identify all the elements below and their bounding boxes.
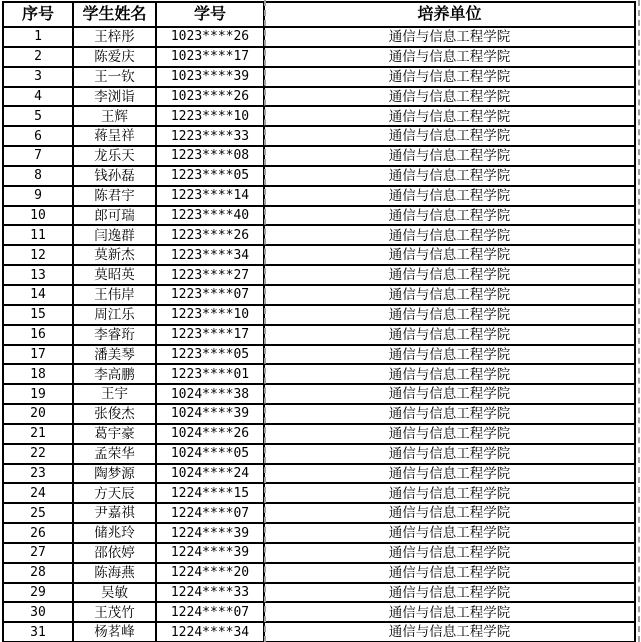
cell-training-unit: 通信与信息工程学院 (265, 187, 634, 207)
cell-training-unit: 通信与信息工程学院 (265, 385, 634, 405)
cell-index: 4 (4, 88, 74, 108)
cell-index: 25 (4, 504, 74, 524)
cell-student-id: 1224****15 (157, 484, 265, 504)
cell-index: 29 (4, 584, 74, 604)
cell-student-name: 闫逸群 (74, 226, 157, 246)
cell-training-unit: 通信与信息工程学院 (265, 346, 634, 366)
cell-index: 20 (4, 405, 74, 425)
cell-index: 5 (4, 107, 74, 127)
cell-index: 16 (4, 326, 74, 346)
cell-training-unit: 通信与信息工程学院 (265, 266, 634, 286)
cell-training-unit: 通信与信息工程学院 (265, 405, 634, 425)
cell-student-id: 1223****14 (157, 187, 265, 207)
cell-student-id: 1224****07 (157, 603, 265, 623)
cell-student-name: 李睿珩 (74, 326, 157, 346)
cell-student-id: 1223****05 (157, 346, 265, 366)
cell-student-id: 1223****08 (157, 147, 265, 167)
cell-index: 23 (4, 465, 74, 485)
cell-training-unit: 通信与信息工程学院 (265, 326, 634, 346)
col-header-index: 序号 (4, 3, 74, 28)
cell-student-id: 1223****10 (157, 306, 265, 326)
cell-training-unit: 通信与信息工程学院 (265, 246, 634, 266)
cell-student-name: 李浏诣 (74, 88, 157, 108)
cell-training-unit: 通信与信息工程学院 (265, 484, 634, 504)
cell-student-name: 陈爱庆 (74, 48, 157, 68)
cell-student-name: 储兆玲 (74, 524, 157, 544)
cell-student-id: 1223****40 (157, 207, 265, 227)
cell-training-unit: 通信与信息工程学院 (265, 445, 634, 465)
cell-student-id: 1223****17 (157, 326, 265, 346)
cell-student-name: 莫昭英 (74, 266, 157, 286)
cell-student-name: 张俊杰 (74, 405, 157, 425)
cell-training-unit: 通信与信息工程学院 (265, 28, 634, 48)
cell-index: 6 (4, 127, 74, 147)
cell-student-id: 1223****33 (157, 127, 265, 147)
cell-training-unit: 通信与信息工程学院 (265, 524, 634, 544)
cell-student-id: 1223****26 (157, 226, 265, 246)
cell-student-name: 方天辰 (74, 484, 157, 504)
cell-student-name: 王辉 (74, 107, 157, 127)
cell-student-id: 1023****17 (157, 48, 265, 68)
cell-training-unit: 通信与信息工程学院 (265, 544, 634, 564)
cell-student-name: 钱孙磊 (74, 167, 157, 187)
cell-student-name: 邵依婷 (74, 544, 157, 564)
cell-student-name: 陶梦源 (74, 465, 157, 485)
cell-index: 7 (4, 147, 74, 167)
cell-training-unit: 通信与信息工程学院 (265, 147, 634, 167)
cell-student-id: 1223****01 (157, 365, 265, 385)
cell-student-name: 葛宇豪 (74, 425, 157, 445)
cell-index: 9 (4, 187, 74, 207)
cell-training-unit: 通信与信息工程学院 (265, 226, 634, 246)
cell-student-id: 1024****38 (157, 385, 265, 405)
student-table (2, 1, 636, 642)
cell-index: 21 (4, 425, 74, 445)
cell-student-id: 1224****34 (157, 623, 265, 642)
cell-index: 2 (4, 48, 74, 68)
cell-index: 3 (4, 68, 74, 88)
cell-training-unit: 通信与信息工程学院 (265, 207, 634, 227)
cell-student-id: 1223****07 (157, 286, 265, 306)
cell-student-name: 蒋呈祥 (74, 127, 157, 147)
cell-student-id: 1224****39 (157, 524, 265, 544)
col-header-training-unit: 培养单位 (265, 3, 634, 28)
cell-training-unit: 通信与信息工程学院 (265, 167, 634, 187)
cell-student-name: 郎可瑞 (74, 207, 157, 227)
cell-index: 8 (4, 167, 74, 187)
cell-student-name: 王宇 (74, 385, 157, 405)
cell-index: 13 (4, 266, 74, 286)
cell-student-id: 1024****39 (157, 405, 265, 425)
cell-training-unit: 通信与信息工程学院 (265, 286, 634, 306)
cell-student-name: 陈君宇 (74, 187, 157, 207)
cell-training-unit: 通信与信息工程学院 (265, 88, 634, 108)
cell-student-id: 1223****27 (157, 266, 265, 286)
cell-student-id: 1023****39 (157, 68, 265, 88)
cell-student-id: 1223****05 (157, 167, 265, 187)
cell-index: 30 (4, 603, 74, 623)
cell-training-unit: 通信与信息工程学院 (265, 603, 634, 623)
cell-student-id: 1023****26 (157, 28, 265, 48)
cell-training-unit: 通信与信息工程学院 (265, 504, 634, 524)
cell-index: 1 (4, 28, 74, 48)
cell-student-name: 陈海燕 (74, 564, 157, 584)
cell-student-id: 1224****33 (157, 584, 265, 604)
cell-index: 22 (4, 445, 74, 465)
cell-student-name: 王梓彤 (74, 28, 157, 48)
cell-training-unit: 通信与信息工程学院 (265, 127, 634, 147)
cell-student-name: 王茂竹 (74, 603, 157, 623)
page-break-dashed-line-right (638, 0, 640, 642)
cell-index: 14 (4, 286, 74, 306)
col-header-student-name: 学生姓名 (74, 3, 157, 28)
cell-student-name: 王一钦 (74, 68, 157, 88)
cell-index: 24 (4, 484, 74, 504)
cell-student-id: 1023****26 (157, 88, 265, 108)
cell-student-id: 1224****07 (157, 504, 265, 524)
cell-index: 12 (4, 246, 74, 266)
cell-student-id: 1024****05 (157, 445, 265, 465)
cell-student-name: 周江乐 (74, 306, 157, 326)
cell-student-name: 王伟岸 (74, 286, 157, 306)
cell-training-unit: 通信与信息工程学院 (265, 623, 634, 642)
cell-student-name: 孟荣华 (74, 445, 157, 465)
cell-student-name: 尹嘉祺 (74, 504, 157, 524)
cell-student-name: 莫新杰 (74, 246, 157, 266)
cell-index: 10 (4, 207, 74, 227)
cell-index: 26 (4, 524, 74, 544)
cell-student-name: 李高鹏 (74, 365, 157, 385)
cell-training-unit: 通信与信息工程学院 (265, 465, 634, 485)
cell-training-unit: 通信与信息工程学院 (265, 306, 634, 326)
cell-student-name: 吴敏 (74, 584, 157, 604)
cell-index: 15 (4, 306, 74, 326)
cell-index: 27 (4, 544, 74, 564)
cell-training-unit: 通信与信息工程学院 (265, 107, 634, 127)
cell-training-unit: 通信与信息工程学院 (265, 365, 634, 385)
cell-student-id: 1224****39 (157, 544, 265, 564)
cell-student-id: 1024****24 (157, 465, 265, 485)
cell-training-unit: 通信与信息工程学院 (265, 584, 634, 604)
cell-student-name: 潘美琴 (74, 346, 157, 366)
cell-student-id: 1223****10 (157, 107, 265, 127)
cell-training-unit: 通信与信息工程学院 (265, 68, 634, 88)
cell-student-id: 1224****20 (157, 564, 265, 584)
cell-training-unit: 通信与信息工程学院 (265, 564, 634, 584)
cell-training-unit: 通信与信息工程学院 (265, 425, 634, 445)
cell-training-unit: 通信与信息工程学院 (265, 48, 634, 68)
cell-student-id: 1223****34 (157, 246, 265, 266)
col-header-student-id: 学号 (157, 3, 265, 28)
cell-index: 28 (4, 564, 74, 584)
cell-index: 18 (4, 365, 74, 385)
cell-index: 31 (4, 623, 74, 642)
cell-student-name: 杨茗峰 (74, 623, 157, 642)
cell-student-id: 1024****26 (157, 425, 265, 445)
cell-index: 11 (4, 226, 74, 246)
cell-student-name: 龙乐天 (74, 147, 157, 167)
cell-index: 19 (4, 385, 74, 405)
cell-index: 17 (4, 346, 74, 366)
